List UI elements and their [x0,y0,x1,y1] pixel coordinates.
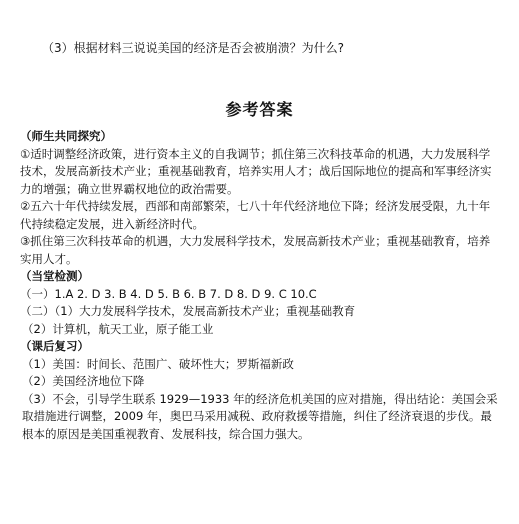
page-title: 参考答案 [225,100,294,119]
answer-paragraph: ②五六十年代持续发展，西部和南部繁荣，七八十年代经济地位下降；经济发展受限，九十年代持续稳定发展，进入新经济时代。 [20,199,491,231]
answer-line: （1）美国：时间长、范围广、破坏性大；罗斯福新政 [22,356,294,371]
question-text: （3）根据材料三说说美国的经济是否会被崩溃？为什么? [42,41,345,55]
answer-paragraph: ①适时调整经济政策，进行资本主义的自我调节；抓住第三次科技革命的机遇，大力发展科学技术，发展高新技术产业；重视基础教育，培养实用人才；战后国际地位的提高和军事经济实力的增强；确立世界霸权地位的政治需要。 [20,146,492,196]
answer-body [20,128,498,443]
answer-paragraph: （3）不会，引导学生联系 1929—1933 年的经济危机美国的应对措施，得出结论：美国会采取措施进行调整，2009 年，奥巴马采用减税、政府救援等措施，纠住了经济衰退的步伐。最根本的原因是美国重视教育、发展科技，综合国力强大。 [22,391,498,441]
answer-line: （2）计算机，航天工业，原子能工业 [22,321,214,336]
section-heading-classroom-test: （当堂检测） [20,269,89,283]
section-heading-review: （课后复习） [20,339,89,353]
answer-line: （二）（1）大力发展科学技术，发展高新技术产业；重视基础教育 [20,304,356,318]
section-heading-inquiry: （师生共同探究） [20,129,112,143]
answer-paragraph: ③抓住第三次科技革命的机遇，大力发展科学技术，发展高新技术产业；重视基础教育，培养实用人才。 [20,234,491,266]
answer-line: （一）1.A 2. D 3. B 4. D 5. B 6. B 7. D 8. D 9. C 10.C [20,286,317,301]
answer-line: （2）美国经济地位下降 [22,374,145,388]
